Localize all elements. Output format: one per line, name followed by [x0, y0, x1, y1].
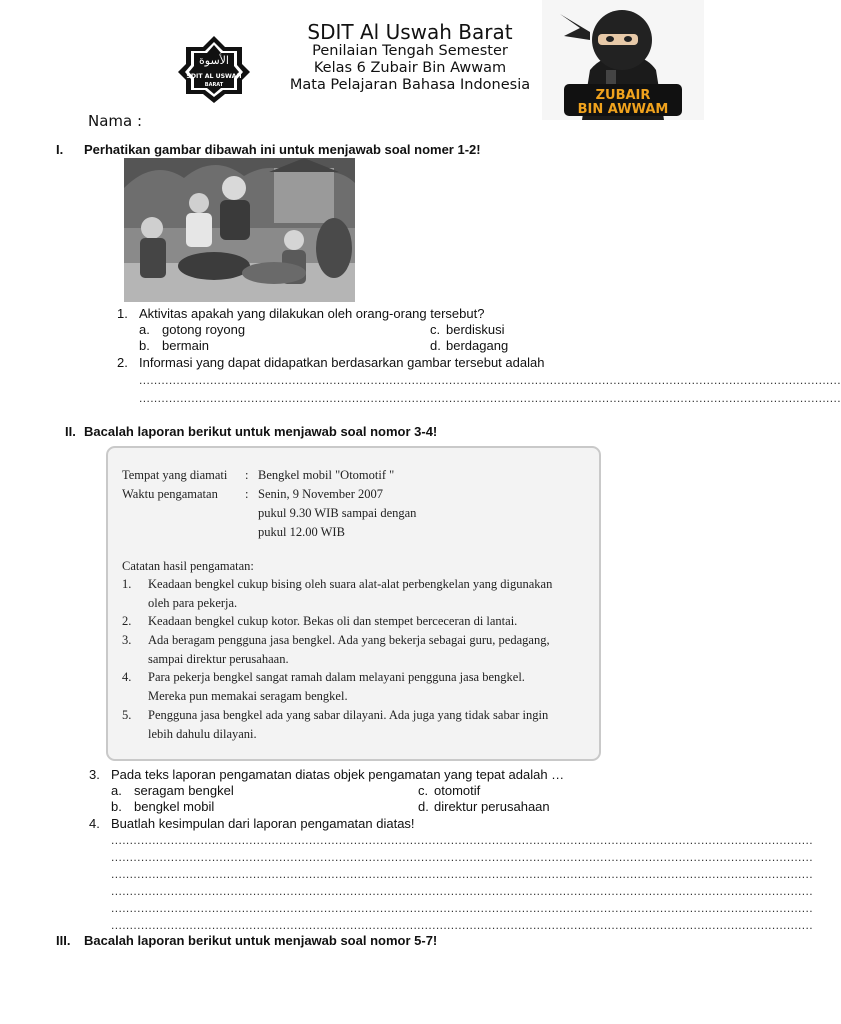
- question-2-text: Informasi yang dapat didapatkan berdasarkan gambar tersebut adalah: [139, 355, 545, 370]
- q1-option-d-letter: d.: [430, 338, 441, 353]
- section-3-number: III.: [56, 933, 71, 948]
- report-note-text: Mereka pun memakai seragam bengkel.: [148, 689, 348, 703]
- report-note-text: Para pekerja bengkel sangat ramah dalam melayani pengguna jasa bengkel.: [148, 670, 525, 684]
- svg-text:BIN AWWAM: BIN AWWAM: [577, 102, 669, 117]
- q3-option-c-letter: c.: [418, 783, 429, 798]
- section-1-instruction: Perhatikan gambar dibawah ini untuk menjawab soal nomer 1-2!: [84, 142, 481, 157]
- subject-name: Mata Pelajaran Bahasa Indonesia: [289, 77, 531, 93]
- q1-option-b-letter: b.: [139, 338, 150, 353]
- question-3-text: Pada teks laporan pengamatan diatas objek pengamatan yang tepat adalah …: [111, 767, 565, 782]
- q3-option-d-text: direktur perusahaan: [434, 799, 550, 814]
- q1-option-c-letter: c.: [430, 322, 441, 337]
- q3-option-a-letter: a.: [111, 783, 122, 798]
- report-note-text: Keadaan bengkel cukup bising oleh suara alat-alat perbengkelan yang digunakan: [148, 577, 553, 591]
- answer-line[interactable]: ............................................................................................................................................................................................: [111, 918, 813, 932]
- answer-line[interactable]: ............................................................................................................................................................................................: [139, 373, 841, 387]
- report-note-text: sampai direktur perusahaan.: [148, 652, 289, 666]
- report-place-label: Tempat yang diamati: [122, 468, 228, 482]
- question-4-number: 4.: [89, 816, 100, 831]
- svg-text:ZUBAIR: ZUBAIR: [595, 88, 651, 103]
- q3-option-c-text: otomotif: [434, 783, 481, 798]
- section-3-instruction: Bacalah laporan berikut untuk menjawab soal nomor 5-7!: [84, 933, 438, 948]
- report-note-text: Pengguna jasa bengkel ada yang sabar dilayani. Ada juga yang tidak sabar ingin: [148, 708, 549, 722]
- section-2-instruction: Bacalah laporan berikut untuk menjawab soal nomor 3-4!: [84, 424, 438, 439]
- answer-line[interactable]: ............................................................................................................................................................................................: [111, 867, 813, 881]
- q3-option-a-text: seragam bengkel: [134, 783, 234, 798]
- school-logo: [176, 34, 252, 104]
- answer-line[interactable]: ............................................................................................................................................................................................: [139, 391, 841, 405]
- answer-line[interactable]: ............................................................................................................................................................................................: [111, 850, 813, 864]
- report-place-value: Bengkel mobil "Otomotif ": [258, 468, 395, 482]
- report-note-number: 1.: [122, 577, 132, 591]
- q3-option-d-letter: d.: [418, 799, 429, 814]
- answer-line[interactable]: ............................................................................................................................................................................................: [111, 884, 813, 898]
- q1-option-c-text: berdiskusi: [446, 322, 505, 337]
- report-note-text: Ada beragam pengguna jasa bengkel. Ada yang bekerja sebagai guru, pedagang,: [148, 633, 550, 647]
- report-note-number: 4.: [122, 670, 132, 684]
- q1-option-a-letter: a.: [139, 322, 150, 337]
- q1-option-d-text: berdagang: [446, 338, 509, 353]
- report-note-number: 3.: [122, 633, 132, 647]
- observation-report-box: [106, 446, 601, 761]
- report-colon: :: [245, 487, 249, 501]
- section-1-number: I.: [56, 142, 64, 157]
- exam-title: Penilaian Tengah Semester: [312, 43, 508, 59]
- report-time-label: Waktu pengamatan: [122, 487, 218, 501]
- answer-line[interactable]: ............................................................................................................................................................................................: [111, 833, 813, 847]
- question-4-text: Buatlah kesimpulan dari laporan pengamatan diatas!: [111, 816, 415, 831]
- q3-option-b-text: bengkel mobil: [134, 799, 215, 814]
- q3-option-b-letter: b.: [111, 799, 122, 814]
- report-note-text: oleh para pekerja.: [148, 596, 238, 610]
- report-note-number: 5.: [122, 708, 132, 722]
- name-label: Nama :: [88, 112, 143, 130]
- report-time-value: pukul 9.30 WIB sampai dengan: [258, 506, 417, 520]
- report-notes-title: Catatan hasil pengamatan:: [122, 559, 254, 573]
- question-1-number: 1.: [117, 306, 128, 321]
- report-note-number: 2.: [122, 614, 132, 628]
- svg-text:BARAT: BARAT: [204, 82, 224, 88]
- report-time-value: Senin, 9 November 2007: [258, 487, 383, 501]
- question-1-text: Aktivitas apakah yang dilakukan oleh orang-orang tersebut?: [139, 306, 485, 321]
- svg-text:SDIT AL USWAH: SDIT AL USWAH: [186, 73, 242, 80]
- question-2-number: 2.: [117, 355, 128, 370]
- q1-option-a-text: gotong royong: [162, 322, 246, 337]
- answer-line[interactable]: ............................................................................................................................................................................................: [111, 901, 813, 915]
- q1-option-b-text: bermain: [162, 338, 209, 353]
- class-name: Kelas 6 Zubair Bin Awwam: [313, 60, 507, 76]
- svg-text:الأسوة: الأسوة: [199, 54, 229, 67]
- report-colon: :: [245, 468, 249, 482]
- gotong-royong-image: [124, 158, 355, 302]
- report-note-text: Keadaan bengkel cukup kotor. Bekas oli dan stempet berceceran di lantai.: [148, 614, 518, 628]
- school-name: SDIT Al Uswah Barat: [307, 20, 513, 44]
- mascot-image: [542, 0, 704, 120]
- section-2-number: II.: [65, 424, 76, 439]
- question-3-number: 3.: [89, 767, 100, 782]
- report-note-text: lebih dahulu dilayani.: [148, 727, 257, 741]
- report-time-value: pukul 12.00 WIB: [258, 525, 345, 539]
